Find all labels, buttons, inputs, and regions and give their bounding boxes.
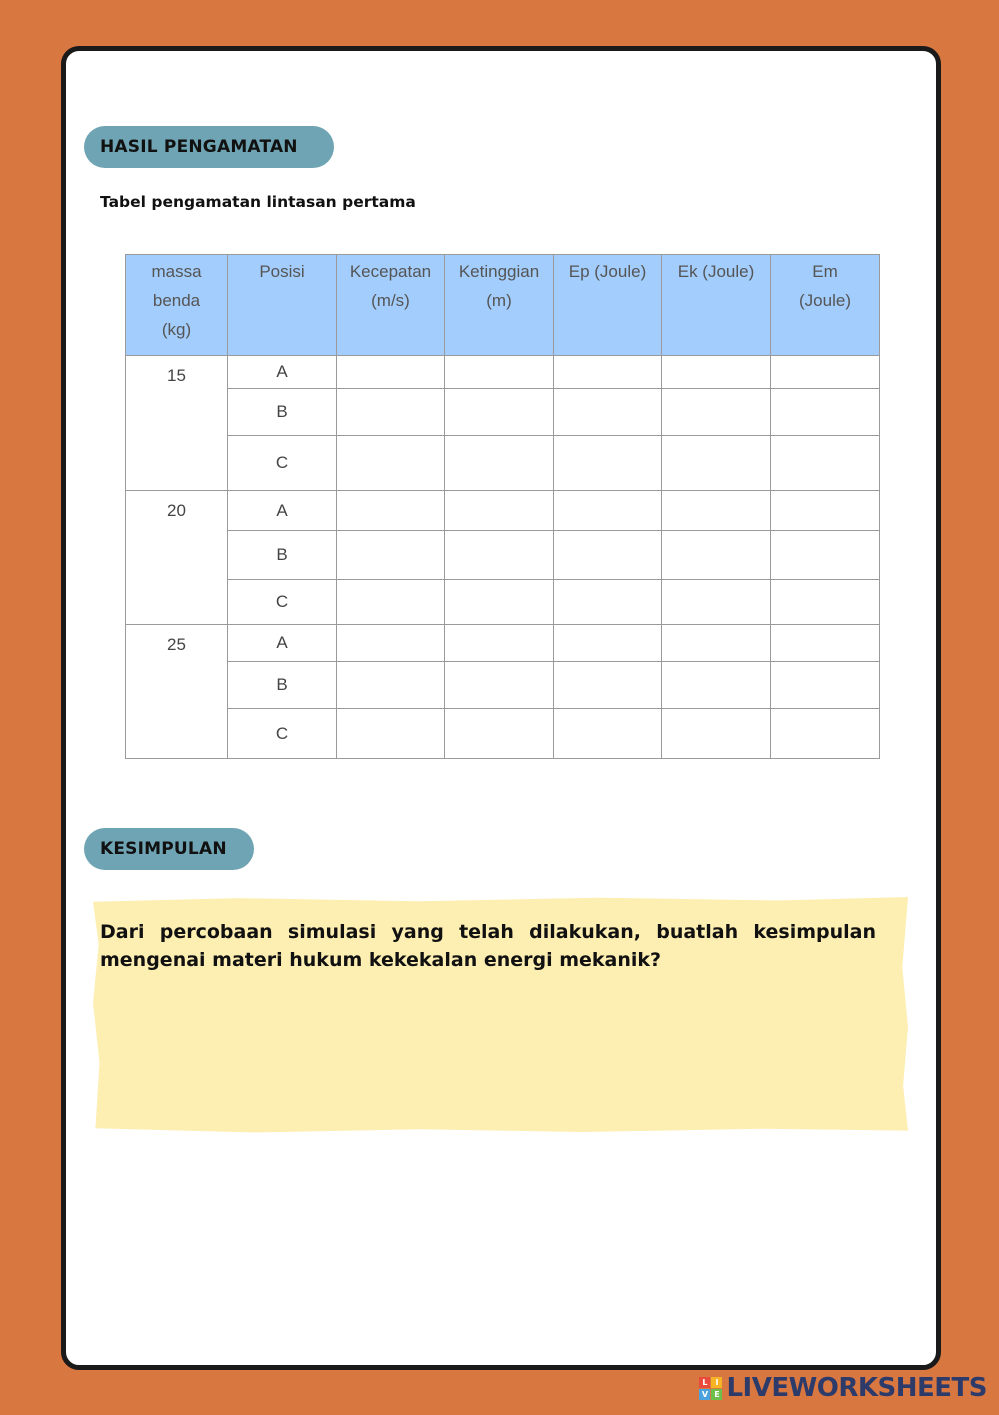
section-title-kesimpulan [84,828,254,870]
input-cell[interactable] [771,531,880,580]
mass-cell: 25 [126,625,228,759]
input-cell[interactable] [337,625,445,662]
liveworksheets-logo-icon [699,1377,722,1400]
input-cell[interactable] [337,436,445,491]
section-title-hasil-label: HASIL PENGAMATAN [100,137,298,157]
table-row [126,491,880,531]
input-cell[interactable] [554,531,662,580]
table-row [126,662,880,709]
input-cell[interactable] [337,491,445,531]
input-cell[interactable] [554,709,662,759]
section-title-hasil-pengamatan [84,126,334,168]
mass-cell: 20 [126,491,228,625]
input-cell[interactable] [771,356,880,389]
table-row [126,356,880,389]
input-cell[interactable] [554,356,662,389]
table-row [126,580,880,625]
input-cell[interactable] [771,580,880,625]
header-posisi: Posisi [228,255,337,356]
brand-wordmark: LIVEWORKSHEETS [726,1373,987,1403]
input-cell[interactable] [445,531,554,580]
input-cell[interactable] [337,580,445,625]
input-cell[interactable] [554,662,662,709]
header-kecepatan: Kecepatan (m/s) [337,255,445,356]
table-row [126,709,880,759]
position-cell: B [228,531,337,580]
table-row [126,531,880,580]
input-cell[interactable] [771,709,880,759]
header-ketinggian: Ketinggian (m) [445,255,554,356]
table-header-row [126,255,880,356]
input-cell[interactable] [662,625,771,662]
input-cell[interactable] [554,625,662,662]
liveworksheets-footer [699,1373,987,1403]
input-cell[interactable] [554,436,662,491]
table-subtitle: Tabel pengamatan lintasan pertama [100,193,416,211]
input-cell[interactable] [662,436,771,491]
position-cell: A [228,356,337,389]
input-cell[interactable] [662,491,771,531]
table-row [126,625,880,662]
position-cell: C [228,436,337,491]
input-cell[interactable] [662,356,771,389]
logo-letter: L [699,1377,710,1388]
header-ep: Ep (Joule) [554,255,662,356]
input-cell[interactable] [662,389,771,436]
input-cell[interactable] [445,436,554,491]
input-cell[interactable] [771,389,880,436]
input-cell[interactable] [445,662,554,709]
position-cell: A [228,625,337,662]
header-ek: Ek (Joule) [662,255,771,356]
input-cell[interactable] [662,531,771,580]
position-cell: A [228,491,337,531]
input-cell[interactable] [445,580,554,625]
input-cell[interactable] [445,356,554,389]
input-cell[interactable] [445,709,554,759]
input-cell[interactable] [337,662,445,709]
header-em: Em (Joule) [771,255,880,356]
input-cell[interactable] [662,709,771,759]
position-cell: C [228,580,337,625]
input-cell[interactable] [337,389,445,436]
input-cell[interactable] [445,625,554,662]
input-cell[interactable] [554,491,662,531]
input-cell[interactable] [771,662,880,709]
mass-cell: 15 [126,356,228,491]
input-cell[interactable] [771,625,880,662]
kesimpulan-prompt: Dari percobaan simulasi yang telah dilakukan, buatlah kesimpulan mengenai materi hukum kekekalan energi mekanik? [100,921,876,971]
input-cell[interactable] [662,580,771,625]
section-title-kesimpulan-label: KESIMPULAN [100,839,227,859]
table-row [126,436,880,491]
input-cell[interactable] [554,389,662,436]
input-cell[interactable] [337,356,445,389]
input-cell[interactable] [337,531,445,580]
input-cell[interactable] [771,491,880,531]
observation-table [125,254,880,759]
logo-letter: I [711,1377,722,1388]
position-cell: C [228,709,337,759]
input-cell[interactable] [662,662,771,709]
input-cell[interactable] [445,389,554,436]
input-cell[interactable] [554,580,662,625]
header-massa: massa benda (kg) [126,255,228,356]
input-cell[interactable] [445,491,554,531]
logo-letter: V [699,1389,710,1400]
position-cell: B [228,389,337,436]
input-cell[interactable] [337,709,445,759]
table-row [126,389,880,436]
position-cell: B [228,662,337,709]
logo-letter: E [711,1389,722,1400]
input-cell[interactable] [771,436,880,491]
